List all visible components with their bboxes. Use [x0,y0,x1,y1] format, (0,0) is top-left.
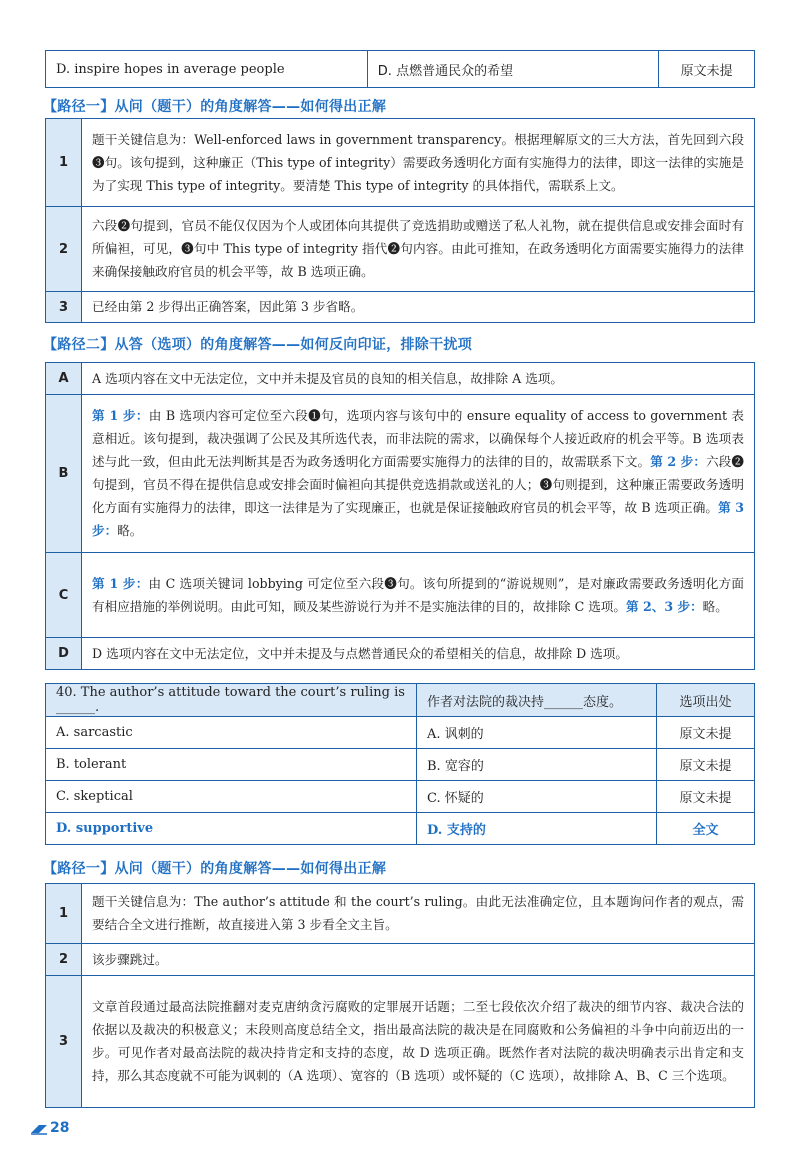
page-decoration-icon [30,1123,48,1135]
option-source: 原文未提 [657,717,755,749]
step-number: 2 [46,207,82,292]
step-text: 已经由第 2 步得出正确答案，因此第 3 步省略。 [82,292,755,323]
question-40-table [45,683,755,845]
option-d-row-q39 [45,50,755,88]
option-letter: A [46,363,82,395]
option-analysis [82,553,755,638]
step-lead: 第 3 步： [92,500,744,538]
section-heading-path2: 【路径二】从答（选项）的角度解答——如何反向印证，排除干扰项 [43,337,472,353]
step-text: 该步骤跳过。 [82,944,755,976]
step-body: 由 B 选项内容可定位至六段❶句，选项内容与该句中的 ensure equality of access to government 表意相近。该句提到，裁决强调了公民及其所选代表，而非法院的需求，以确保每个人接近政府的机会平等。B 选项表述与此一致，但由此无法判断其是否为政务透明化方面需要实施得力的法律的目的，故需联系下文。 [92,408,744,469]
q40-path1-steps-table [45,883,755,1108]
step-lead: 第 2、3 步： [626,598,703,614]
page-number: 28 [50,1120,70,1136]
step-text: 六段❷句提到，官员不能仅仅因为个人或团体向其提供了竞选捐助或赠送了私人礼物，就在提供信息或安排会面时有所偏袒，可见，❸句中 This type of integrity 指代❷句内容。由此可推知，在政务透明化方面需要实施得力的法律来确保接触政府官员的机会平等，故 B 选项正确。 [82,207,755,292]
step-body: 由 C 选项关键词 lobbying 可定位至六段❸句。该句所提到的“游说规则”，是对廉政需要政务透明化方面有相应措施的举例说明。由此可知，顾及某些游说行为并不是实施法律的目的，故排除 C 选项。 [92,575,744,614]
step-number: 2 [46,944,82,976]
option-en-correct: D. supportive [46,813,417,845]
path2-options-table [45,362,755,670]
option-letter: B [46,395,82,553]
step-text: 题干关键信息为：The author’s attitude 和 the court’s ruling。由此无法准确定位，且本题询问作者的观点，需要结合全文进行推断，故直接进入第 3 步看全文主旨。 [82,884,755,944]
option-source-correct: 全文 [657,813,755,845]
step-number: 3 [46,976,82,1108]
step-body: 六段❷句提到，官员不得在提供信息或安排会面时偏袒向其提供竞选捐款或送礼的人；❸句则提到，这种廉正需要政务透明化方面有实施得力的法律，即这一法律是为了实现廉正，也就是保证接触政府官员的机会平等，故 B 选项正确。 [92,454,745,515]
option-letter: C [46,553,82,638]
option-cn: D. 点燃普通民众的希望 [367,51,658,88]
option-letter: D [46,638,82,670]
section-heading-path1-q40: 【路径一】从问（题干）的角度解答——如何得出正解 [43,861,387,877]
option-en: D. inspire hopes in average people [46,51,368,88]
step-number: 1 [46,884,82,944]
option-source: 原文未提 [657,781,755,813]
step-body: 略。 [702,598,728,614]
option-analysis [82,395,755,553]
step-text: 题干关键信息为：Well-enforced laws in government transparency。根据理解原文的三大方法，首先回到六段❸句。该句提到，这种廉正（This type of integrity）需要政务透明化方面有实施得力的法律，即这一法律的实施是为了实现 This type of integrity。要清楚 This type of integrity 的具体指代，需联系上文。 [82,119,755,207]
option-cn: B. 宽容的 [417,749,657,781]
option-analysis: A 选项内容在文中无法定位，文中并未提及官员的良知的相关信息，故排除 A 选项。 [82,363,755,395]
step-text: 文章首段通过最高法院推翻对麦克唐纳贪污腐败的定罪展开话题；二至七段依次介绍了裁决的细节内容、裁决合法的依据以及裁决的积极意义；末段则高度总结全文，指出最高法院的裁决是在同腐败和公务偏袒的斗争中向前迈出的一步。可见作者对最高法院的裁决持肯定和支持的态度，故 D 选项正确。既然作者对法院的裁决明确表示出肯定和支持，那么其态度就不可能为讽刺的（A 选项）、宽容的（B 选项）或怀疑的（C 选项），故排除 A、B、C 三个选项。 [82,976,755,1108]
step-lead: 第 1 步： [92,408,149,423]
option-cn: A. 讽刺的 [417,717,657,749]
option-en: A. sarcastic [46,717,417,749]
question-en: 40. The author’s attitude toward the court’s ruling is ______. [46,684,417,717]
option-en: B. tolerant [46,749,417,781]
option-source: 原文未提 [659,51,755,88]
step-number: 1 [46,119,82,207]
option-en: C. skeptical [46,781,417,813]
step-body: 略。 [117,523,143,538]
question-cn: 作者对法院的裁决持______态度。 [417,684,657,717]
option-cn-correct: D. 支持的 [417,813,657,845]
source-header: 选项出处 [657,684,755,717]
step-lead: 第 2 步： [650,454,707,469]
option-cn: C. 怀疑的 [417,781,657,813]
section-heading-path1: 【路径一】从问（题干）的角度解答——如何得出正解 [43,99,387,115]
step-number: 3 [46,292,82,323]
path1-steps-table [45,118,755,323]
option-source: 原文未提 [657,749,755,781]
step-lead: 第 1 步： [92,575,149,591]
option-analysis: D 选项内容在文中无法定位，文中并未提及与点燃普通民众的希望相关的信息，故排除 D 选项。 [82,638,755,670]
